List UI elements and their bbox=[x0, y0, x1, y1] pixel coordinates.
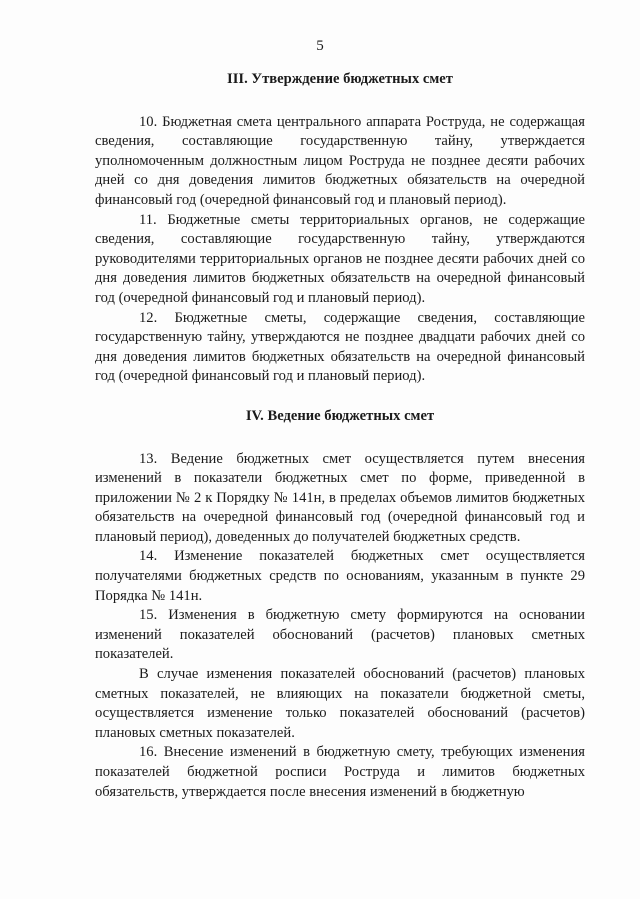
paragraph-15-continuation: В случае изменения показателей обоснований (расчетов) плановых сметных показателей, не влияющих на показатели бюджетной сметы, осуществляется изменение только показателей обоснований (расчетов) плановых сметных показателей. bbox=[95, 666, 585, 741]
section-3-title: III. Утверждение бюджетных смет bbox=[227, 71, 453, 87]
paragraph-16: 16. Внесение изменений в бюджетную смету, требующих изменения показателей бюджетной росписи Роструда и лимитов бюджетных обязательств, утверждается после внесения изменений в бюджетную bbox=[95, 744, 585, 800]
paragraph-14: 14. Изменение показателей бюджетных смет осуществляется получателями бюджетных средств по основаниям, указанным в пункте 29 Порядка № 141н. bbox=[95, 548, 585, 604]
paragraph-10: 10. Бюджетная смета центрального аппарата Роструда, не содержащая сведения, составляющие государственную тайну, утверждается уполномоченным должностным лицом Роструда не позднее десяти рабочих дней со дня доведения лимитов бюджетных обязательств на очередной финансовый год (очередной финансовый год и плановый период). bbox=[95, 113, 585, 208]
paragraph-15: 15. Изменения в бюджетную смету формируются на основании изменений показателей обоснований (расчетов) плановых сметных показателей. bbox=[95, 607, 585, 663]
paragraph-13: 13. Ведение бюджетных смет осуществляется путем внесения изменений в показатели бюджетных смет по форме, приведенной в приложении № 2 к Порядку № 141н, в пределах объемов лимитов бюджетных обязательств на очередной финансовый год (очередной финансовый год и плановый период), доведенных до получателей бюджетных средств. bbox=[95, 450, 585, 545]
document-body bbox=[95, 64, 585, 802]
page-number: 5 bbox=[316, 38, 324, 54]
paragraph-11: 11. Бюджетные сметы территориальных органов, не содержащие сведения, составляющие государственную тайну, утверждаются руководителями территориальных органов не позднее десяти рабочих дней со дня доведения лимитов бюджетных обязательств на очередной финансовый год (очередной финансовый год и плановый период). bbox=[95, 211, 585, 306]
paragraph-12: 12. Бюджетные сметы, содержащие сведения, составляющие государственную тайну, утверждаются не позднее двадцати рабочих дней со дня доведения лимитов бюджетных обязательств на очередной финансовый год (очередной финансовый год и плановый период). bbox=[95, 309, 585, 385]
section-4-title: IV. Ведение бюджетных смет bbox=[245, 407, 435, 424]
